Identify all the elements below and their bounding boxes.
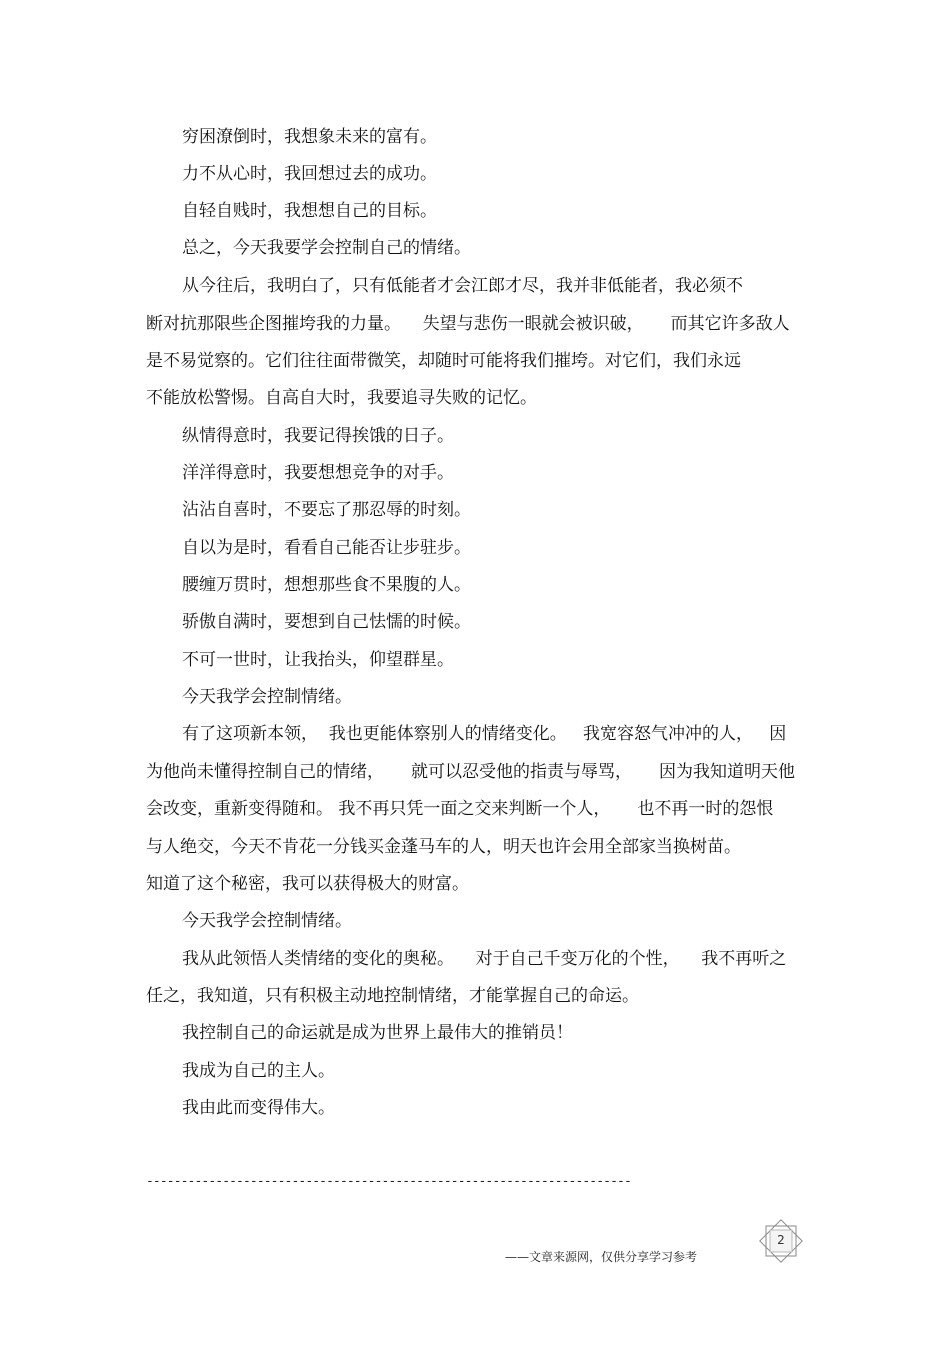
text-line: 会改变，重新变得随和。 我不再只凭一面之交来判断一个人， 也不再一时的怨恨 — [146, 799, 774, 819]
text-line: 洋洋得意时，我要想想竞争的对手。 — [182, 463, 454, 483]
page-number-badge — [757, 1219, 805, 1263]
dashed-separator: ---------------------------------------------------------------------- — [146, 1174, 631, 1189]
text-line: 力不从心时，我回想过去的成功。 — [182, 164, 437, 184]
text-line: 是不易觉察的。它们往往面带微笑，却随时可能将我们摧垮。对它们，我们永远 — [146, 351, 741, 371]
text-line: 今天我学会控制情绪。 — [182, 911, 352, 931]
text-line: 知道了这个秘密，我可以获得极大的财富。 — [146, 874, 469, 894]
text-line: 纵情得意时，我要记得挨饿的日子。 — [182, 426, 454, 446]
page-number: 2 — [777, 1233, 785, 1247]
text-line: 不能放松警惕。自高自大时，我要追寻失败的记忆。 — [146, 388, 537, 408]
text-line: 为他尚未懂得控制自己的情绪， 就可以忍受他的指责与辱骂， 因为我知道明天他 — [146, 762, 796, 782]
text-line: 断对抗那限些企图摧垮我的力量。 失望与悲伤一眼就会被识破， 而其它许多敌人 — [146, 314, 790, 334]
text-line: 从今往后，我明白了，只有低能者才会江郎才尽，我并非低能者，我必须不 — [182, 276, 743, 296]
text-line: 我成为自己的主人。 — [182, 1061, 335, 1081]
text-line: 我由此而变得伟大。 — [182, 1098, 335, 1118]
text-line: 我控制自己的命运就是成为世界上最伟大的推销员！ — [182, 1023, 573, 1043]
text-line: 今天我学会控制情绪。 — [182, 687, 352, 707]
text-line: 腰缠万贯时，想想那些食不果腹的人。 — [182, 575, 471, 595]
text-line: 有了这项新本领， 我也更能体察别人的情绪变化。 我宽容怒气冲冲的人， 因 — [182, 724, 787, 744]
text-line: 不可一世时，让我抬头，仰望群星。 — [182, 650, 454, 670]
text-line: 我从此领悟人类情绪的变化的奥秘。 对于自己千变万化的个性， 我不再听之 — [182, 949, 787, 969]
text-line: 穷困潦倒时，我想象未来的富有。 — [182, 127, 437, 147]
text-line: 总之，今天我要学会控制自己的情绪。 — [182, 238, 471, 258]
text-line: 自轻自贱时，我想想自己的目标。 — [182, 201, 437, 221]
text-line: 沾沾自喜时，不要忘了那忍辱的时刻。 — [182, 500, 471, 520]
text-line: 与人绝交，今天不肯花一分钱买金蓬马车的人，明天也许会用全部家当换树苗。 — [146, 837, 741, 857]
text-line: 自以为是时，看看自己能否让步驻步。 — [182, 538, 471, 558]
text-line: 任之，我知道，只有积极主动地控制情绪，才能掌握自己的命运。 — [146, 986, 639, 1006]
footer-source-note: ——文章来源网，仅供分享学习参考 — [505, 1250, 698, 1264]
text-line: 骄傲自满时，要想到自己怯懦的时候。 — [182, 612, 471, 632]
